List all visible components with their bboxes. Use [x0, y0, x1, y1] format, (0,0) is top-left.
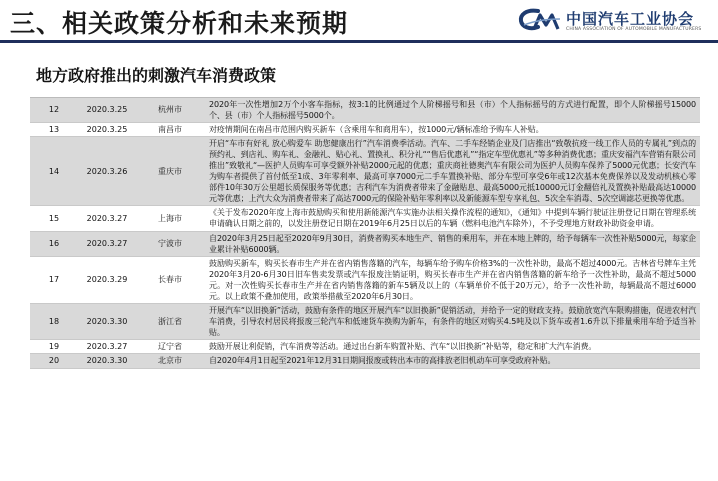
row-policy-text: 2020年一次性增加2万个小客车指标，按3:1的比例通过个人阶梯摇号和县（市）个人指标摇号的方式进行配置，即个人阶梯摇号15000个、县（市）个人指标摇号5000个。 [204, 97, 700, 122]
association-logo [518, 7, 714, 35]
policy-table [30, 94, 700, 369]
page-title: 三、相关政策分析和未来预期 [10, 9, 349, 38]
logo-english-name: CHINA ASSOCIATION OF AUTOMOBILE MANUFACTURERS [566, 27, 702, 32]
section-subtitle: 地方政府推出的刺激汽车消费政策 [36, 66, 277, 85]
row-policy-text: 自2020年4月1日起至2021年12月31日期间报废或转出本市的高排放老旧机动车可享受政府补贴。 [204, 354, 700, 368]
row-region: 北京市 [136, 354, 204, 368]
row-policy-text: 《关于发布2020年度上海市鼓励购买和使用新能源汽车实施办法相关操作流程的通知》，《通知》中提到车辆行驶证注册登记日期在管理系统申请确认日期之前的，以发注册登记日期在2019年6月25日以后的车辆（燃料电池汽车除外），不予受理地方财政补助资金申请。 [204, 206, 700, 231]
row-date: 2020.3.26 [78, 136, 136, 206]
row-region: 辽宁省 [136, 340, 204, 354]
row-region: 重庆市 [136, 136, 204, 206]
slide-header [0, 0, 718, 36]
row-number: 18 [30, 304, 78, 340]
row-policy-text: 鼓励开展让利促销，汽车消费等活动。通过出台新车购置补贴、汽车“以旧换新”补贴等，稳定和扩大汽车消费。 [204, 340, 700, 354]
row-number: 16 [30, 231, 78, 256]
row-policy-text: 鼓励购买新车，购买长春市生产并在省内销售落籍的汽车，每辆车给予购车价格3%的一次性补助，最高不超过4000元。吉林省号牌车主凭2020年3月20-6月30日旧车售卖发票或汽车报废注销证明，购买长春市生产并在省内销售落籍的新车给予一次性补助，最高不超过5000元。对一次性购买长春市生产并在省内销售落籍的新车5辆及以上的（车辆单价不低于20万元），给予一次性补助，每辆最高不超过6000元。以上政策不叠加使用，政策举措截至2020年6月30日。 [204, 256, 700, 303]
row-date: 2020.3.25 [78, 97, 136, 122]
row-number: 20 [30, 354, 78, 368]
row-number: 15 [30, 206, 78, 231]
row-region: 宁波市 [136, 231, 204, 256]
row-date: 2020.3.30 [78, 304, 136, 340]
row-policy-text: 开启“车市有好礼 放心购爱车 助您健康出行”汽车消费季活动。汽车、二手车经销企业及门店推出“致敬抗疫一线工作人员的专属礼”到点的预约礼、到店礼、购车礼、金融礼、贴心礼、置换礼、积分礼““售后优惠礼”“指定车型优惠礼”等多种消费优惠；重庆安福汽车营销有限公司推出”致敬礼“—医护人员购车可享受额外补贴2000元起的优惠；重庆商社德奥汽车有限公司为医护人员购车保养了5000元优惠；长安汽车为购车者提供了首付低至1成、3年零利率、最高可享7000元二手车置换补贴、部分车型可享受6年或12次基本免费保养以及发动机核心零部件10年30万公里超长质保服务等优惠；吉利汽车为消费者带来了金融贴息、最高5000元抵10000元订金翻倍礼及置换补贴最高达10000元等优惠；上汽大众为消费者带来了高达7000元的保险补贴年零利率以及新能源车型专享礼包、5次全车消毒、5次空调滤芯更换等优惠。 [204, 136, 700, 206]
row-number: 14 [30, 136, 78, 206]
row-number: 19 [30, 340, 78, 354]
row-region: 杭州市 [136, 97, 204, 122]
row-region: 长春市 [136, 256, 204, 303]
table-row [30, 97, 700, 122]
row-number: 13 [30, 122, 78, 136]
row-number: 12 [30, 97, 78, 122]
caam-logo-icon [518, 7, 562, 33]
table-row [30, 122, 700, 136]
table-row [30, 304, 700, 340]
row-date: 2020.3.25 [78, 122, 136, 136]
table-row [30, 354, 700, 368]
row-policy-text: 自2020年3月25日起至2020年9月30日，消费者购买本地生产、销售的乘用车，并在本地上牌的，给予每辆车一次性补贴5000元，每家企业累计补贴6000辆。 [204, 231, 700, 256]
table-row [30, 206, 700, 231]
row-date: 2020.3.30 [78, 354, 136, 368]
logo-chinese-name: 中国汽车工业协会 [566, 10, 695, 28]
row-region: 南昌市 [136, 122, 204, 136]
row-region: 上海市 [136, 206, 204, 231]
row-policy-text: 开展汽车“以旧换新”活动，鼓励有条件的地区开展汽车“以旧换新”促销活动，并给予一定的财政支持。鼓励放宽汽车限购措施，促进农村汽车消费，引导农村居民将报废三轮汽车和低速货车换购为新车，有条件的地区对购买4.5吨及以下货车或者1.6升以下排量乘用车给予适当补贴。 [204, 304, 700, 340]
table-row [30, 231, 700, 256]
table-row [30, 256, 700, 303]
row-date: 2020.3.27 [78, 231, 136, 256]
row-date: 2020.3.29 [78, 256, 136, 303]
row-number: 17 [30, 256, 78, 303]
table-row [30, 340, 700, 354]
row-date: 2020.3.27 [78, 340, 136, 354]
row-region: 浙江省 [136, 304, 204, 340]
header-divider [0, 40, 718, 43]
row-policy-text: 对疫情期间在南昌市范围内购买新车（含乘用车和商用车），按1000元/辆标准给予购车人补贴。 [204, 122, 700, 136]
row-date: 2020.3.27 [78, 206, 136, 231]
table-row [30, 136, 700, 206]
